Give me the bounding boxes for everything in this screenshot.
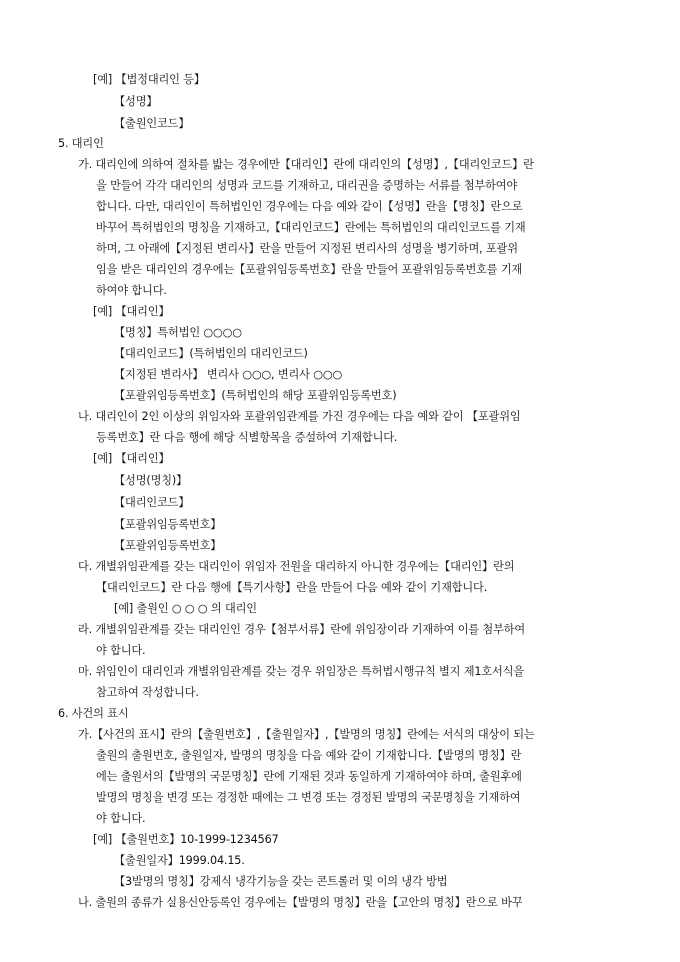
text-line: 다. 개별위임관계를 갖는 대리인이 위임자 전원을 대리하지 아니한 경우에는【대리인】란의 xyxy=(78,560,515,573)
text-line: [예] 【대리인】 xyxy=(93,305,170,318)
text-line: 라. 개별위임관계를 갖는 대리인인 경우【첨부서류】란에 위임장이라 기재하여 이를 첨부하여 xyxy=(78,623,526,636)
text-line: 발명의 명칭을 변경 또는 경정한 때에는 그 변경 또는 경정된 발명의 국문명칭을 기재하여 xyxy=(96,791,521,804)
text-line: 나. 출원의 종류가 실용신안등록인 경우에는【발명의 명칭】란을【고안의 명칭】란으로 바꾸 xyxy=(78,896,523,909)
text-line: [예] 【대리인】 xyxy=(93,452,170,465)
text-line: 임을 받은 대리인의 경우에는【포괄위임등록번호】란을 만들어 포괄위임등록번호를 기재 xyxy=(96,263,523,276)
text-line: [예] 【법정대리인 등】 xyxy=(93,73,205,86)
text-line: 하여야 합니다. xyxy=(96,284,167,297)
text-line: 나. 대리인이 2인 이상의 위임자와 포괄위임관계를 가진 경우에는 다음 예와 같이 【포괄위임 xyxy=(78,410,521,423)
text-line: [예] 【출원번호】10-1999-1234567 xyxy=(93,833,279,846)
text-line: 【명칭】특허법인 ○○○○ xyxy=(114,326,242,339)
text-line: 【성명(명칭)】 xyxy=(114,474,188,487)
text-line: 하며, 그 아래에【지정된 변리사】란을 만들어 지정된 변리사의 성명을 병기하며, 포괄위 xyxy=(96,242,518,255)
text-line: 등록번호】란 다음 행에 해당 식별항목을 증설하여 기재합니다. xyxy=(96,431,398,444)
text-line: 【대리인코드】 xyxy=(114,496,190,509)
text-line: 【지정된 변리사】 변리사 ○○○, 변리사 ○○○ xyxy=(114,368,343,381)
text-line: 【포괄위임등록번호】(특허법인의 해당 포괄위임등록번호) xyxy=(114,389,397,402)
text-line: 5. 대리인 xyxy=(58,137,104,150)
text-line: 【포괄위임등록번호】 xyxy=(114,518,222,531)
text-line: 【대리인코드】란 다음 행에【특기사항】란을 만들어 다음 예와 같이 기재합니다. xyxy=(96,581,488,594)
text-line: 【출원일자】1999.04.15. xyxy=(114,854,245,867)
text-line: 【성명】 xyxy=(114,95,158,108)
text-line: 출원의 출원번호, 출원일자, 발명의 명칭을 다음 예와 같이 기재합니다.【발명의 명칭】란 xyxy=(96,749,522,762)
text-line: 야 합니다. xyxy=(96,644,146,657)
text-line: 【3발명의 명칭】강제식 냉각기능을 갖는 콘트롤러 및 이의 냉각 방법 xyxy=(114,875,448,888)
text-line: 바꾸어 특허법인의 명칭을 기재하고,【대리인코드】란에는 특허법인의 대리인코드를 기재 xyxy=(96,221,526,234)
text-line: 가. 대리인에 의하여 절차를 밟는 경우에만【대리인】란에 대리인의【성명】,【대리인코드】란 xyxy=(78,158,534,171)
text-line: 6. 사건의 표시 xyxy=(58,707,129,720)
text-line: 을 만들어 각각 대리인의 성명과 코드를 기재하고, 대리권을 증명하는 서류를 첨부하여야 xyxy=(96,179,518,192)
text-line: 합니다. 다만, 대리인이 특허법인인 경우에는 다음 예와 같이【성명】란을【명칭】란으로 xyxy=(96,200,523,213)
text-line: 【대리인코드】(특허법인의 대리인코드) xyxy=(114,347,308,360)
text-line: 【포괄위임등록번호】 xyxy=(114,539,222,552)
text-line: [예] 출원인 ○ ○ ○ 의 대리인 xyxy=(114,602,257,615)
text-line: 【출원인코드】 xyxy=(114,117,190,130)
text-line: 가.【사건의 표시】란의【출원번호】,【출원일자】,【발명의 명칭】란에는 서식의 대상이 되는 xyxy=(78,728,535,741)
text-line: 야 합니다. xyxy=(96,812,146,825)
text-line: 마. 위임인이 대리인과 개별위임관계를 갖는 경우 위임장은 특허법시행규칙 별지 제1호서식을 xyxy=(78,665,525,678)
text-line: 참고하여 작성합니다. xyxy=(96,686,199,699)
text-line: 에는 출원서의【발명의 국문명칭】란에 기재된 것과 동일하게 기재하여야 하며, 출원후에 xyxy=(96,770,522,783)
